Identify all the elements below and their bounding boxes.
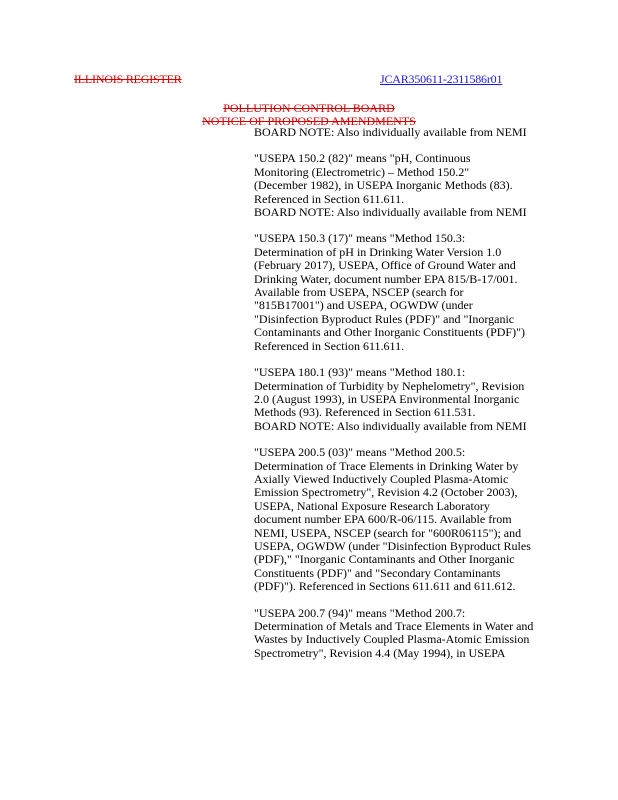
text-line: BOARD NOTE: Also individually available from NEMI: [254, 418, 527, 433]
text-line: "USEPA 180.1 (93)" means "Method 180.1:: [254, 365, 466, 380]
text-line: Axially Viewed Inductively Coupled Plasma-Atomic: [254, 471, 509, 486]
text-line: Determination of Turbidity by Nephelometry", Revision: [254, 378, 525, 393]
text-line: "USEPA 150.3 (17)" means "Method 150.3:: [254, 231, 466, 246]
text-line: 2.0 (August 1993), in USEPA Environmental Inorganic: [254, 391, 520, 406]
text-line: Determination of Trace Elements in Drinking Water by: [254, 458, 519, 473]
text-line: USEPA, National Exposure Research Laboratory: [254, 498, 490, 513]
text-line: "815B17001") and USEPA, OGWDW (under: [254, 298, 473, 313]
text-line: Emission Spectrometry", Revision 4.2 (October 2003),: [254, 485, 518, 500]
entry-board-note: [254, 126, 574, 139]
text-line: (PDF)," "Inorganic Contaminants and Other Inorganic: [254, 552, 515, 567]
text-line: BOARD NOTE: Also individually available from NEMI: [254, 125, 527, 139]
notice-title: NOTICE OF PROPOSED AMENDMENTS: [202, 114, 416, 128]
text-line: Referenced in Section 611.611.: [254, 191, 405, 206]
text-line: Spectrometry", Revision 4.4 (May 1994), in USEPA: [254, 645, 506, 660]
entry-usepa-200-5: [254, 446, 574, 593]
text-line: Methods (93). Referenced in Section 611.531.: [254, 405, 476, 420]
text-line: Constituents (PDF)" and "Secondary Contaminants: [254, 565, 501, 580]
register-header: ILLINOIS REGISTER: [74, 72, 182, 86]
text-line: document number EPA 600/R-06/115. Available from: [254, 512, 512, 527]
text-line: Available from USEPA, NSCEP (search for: [254, 285, 464, 300]
text-line: "USEPA 200.5 (03)" means "Method 200.5:: [254, 445, 466, 460]
entry-usepa-150-2: [254, 152, 574, 219]
text-line: Contaminants and Other Inorganic Constituents (PDF)"): [254, 325, 525, 340]
text-line: "USEPA 200.7 (94)" means "Method 200.7:: [254, 605, 466, 620]
text-line: (PDF)"). Referenced in Sections 611.611 and 611.612.: [254, 579, 516, 594]
text-line: Determination of pH in Drinking Water Version 1.0: [254, 244, 502, 259]
text-line: "Disinfection Byproduct Rules (PDF)" and "Inorganic: [254, 311, 515, 326]
text-line: Wastes by Inductively Coupled Plasma-Atomic Emission: [254, 632, 530, 647]
text-line: Referenced in Section 611.611.: [254, 338, 405, 353]
text-line: BOARD NOTE: Also individually available from NEMI: [254, 205, 527, 220]
text-line: (February 2017), USEPA, Office of Ground Water and: [254, 258, 516, 273]
document-body: [254, 126, 574, 660]
entry-usepa-180-1: [254, 366, 574, 433]
text-line: Monitoring (Electrometric) – Method 150.2": [254, 164, 470, 179]
entry-usepa-200-7: [254, 607, 574, 661]
text-line: (December 1982), in USEPA Inorganic Methods (83).: [254, 178, 513, 193]
text-line: "USEPA 150.2 (82)" means "pH, Continuous: [254, 151, 471, 166]
entry-usepa-150-3: [254, 232, 574, 353]
text-line: Drinking Water, document number EPA 815/B-17/001.: [254, 271, 518, 286]
text-line: Determination of Metals and Trace Elements in Water and: [254, 619, 534, 633]
document-id: JCAR350611-2311586r01: [380, 72, 503, 86]
text-line: USEPA, OGWDW (under "Disinfection Byproduct Rules: [254, 538, 531, 553]
text-line: NEMI, USEPA, NSCEP (search for "600R06115"); and: [254, 525, 522, 540]
board-title: POLLUTION CONTROL BOARD: [223, 101, 395, 115]
